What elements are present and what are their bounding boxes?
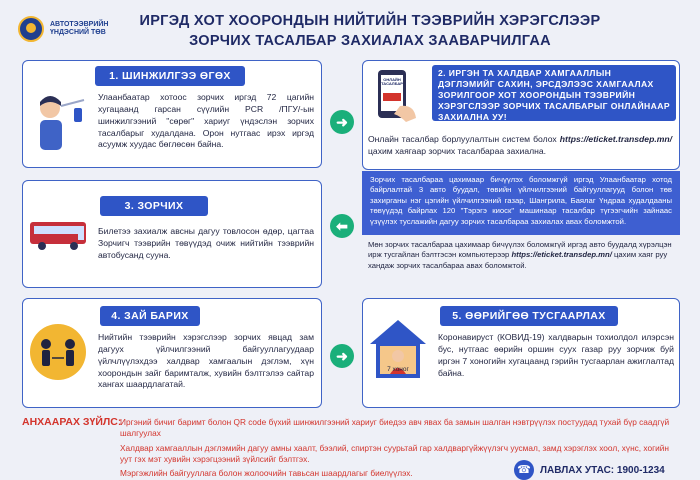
warning-item-1: Иргэний бичиг баримт болон QR code бүхий шинжилгээний хариуг биедээ авч явах ба замын шалган нэвтрүүлэх постуудад тухай бүр саадгүй шалгуулах <box>120 417 670 438</box>
step2-badge: 2. ИРГЭН ТА ХАЛДВАР ХАМГААЛЛЫН ДЭГЛЭМИЙГ САХИН, ЭРСДЭЛЭЭС ХАМГААЛАХ ЗОРИЛГООР ХОТ ХООРОНДЫН ТЭЭВРИЙН ХЭРЭГСЛЭЭР ЗОРЧИХ ТАСАЛБАРЫГ ОНЛАЙНААР ЗАХИАЛНА УУ! <box>432 65 676 121</box>
note-text-a: Мөн зорчих тасалбараа цахимаар бичүүлэх боломжгүй иргэд авто буудалд хүрэлцэн ирж тусгайлан бэлтгэсэн компьютерээр <box>368 240 672 260</box>
logo-line1: АВТОТЭЭВРИЙН <box>50 20 109 28</box>
warning-item-3: Мэргэжлийн байгууллага болон жолоочийн тавьсан шаардлагыг биелүүлэх. <box>120 468 413 478</box>
logo <box>18 16 130 42</box>
eticket-link[interactable]: https://eticket.transdep.mn/ <box>559 134 672 144</box>
step5-text: Коронавируст (КОВИД-19) халдварын тохиолдол илэрсэн бус, нутгаас өөрийн оршин суух газар руу зорчиж буй иргэн 7 хоногийн хугацаанд гэрийн тусгаарлан ажиглалтад байна. <box>438 332 674 378</box>
step3-text: Билетээ захиалж авсны дагуу товлосон өдөр, цагтаа Зорчигч тээврийн төвүүдэд очиж нийтийн тээврийн автобусанд сууна. <box>98 226 314 260</box>
warning-item-2: Халдвар хамгааллын дэглэмийн дагуу амны хаалт, бээлий, спиртэн суурьтай гар халдваргүйжүүлэгч уусмал, замд хэрэглэх хоол, хүнс, хогийн уут гэх мэт хувийн хэрэгцээний зүйлсийг бэлтгэх. <box>120 443 669 464</box>
eticket-link-2[interactable]: https://eticket.transdep.mn/ <box>511 250 612 260</box>
social-distance-icon <box>28 322 88 382</box>
step2-text-b: цахим хаягаар зорчих тасалбараа захиална. <box>368 145 547 156</box>
step3-badge: 3. ЗОРЧИХ <box>100 196 208 216</box>
step2-text <box>368 134 672 158</box>
logo-line2: ҮНДЭСНИЙ ТӨВ <box>50 29 106 36</box>
arrow-right-icon: ➜ <box>330 110 354 134</box>
arrow-right-icon-2: ➜ <box>330 344 354 368</box>
page-title <box>120 12 620 51</box>
bus-icon <box>28 218 88 252</box>
step4-badge: 4. ЗАЙ БАРИХ <box>100 306 200 326</box>
title-line1: ИРГЭД ХОТ ХООРОНДЫН НИЙТИЙН ТЭЭВРИЙН ХЭРЭГСЛЭЭР <box>139 13 601 29</box>
info-box: Зорчих тасалбараа цахимаар бичүүлэх боломжгүй иргэд Улаанбаатар хотод байрлалтай 3 авто буудал, төвийн үйлчилгээний байгууллагууд болон төв захирганы нэг цэгийн үйлчилгээний газар, Шангрила, Баялаг Үндраа худалдааны төвүүдэд байрлах 120 "Тэрэгэ киоск" машинаар тасалбар түгээгчийн зайнаас үзүүлэх туслажийн дагуу зорчих тасалбараа захиалах авах боломжтой. <box>362 171 680 235</box>
title-line2: ЗОРЧИХ ТАСАЛБАР ЗАХИАЛАХ ЗААВАРЧИЛГАА <box>189 32 551 49</box>
note-text-b: цахим хаяг руу хандаж зорчих тасалбараа авах боломжтой. <box>368 250 668 270</box>
phone-icon: ☎ <box>514 460 534 480</box>
hotline <box>514 460 665 480</box>
step2-text-a: Онлайн тасалбар борлуулалтын систем болох <box>368 134 557 144</box>
step1-text: Улаанбаатар хотоос зорчих иргэд 72 цагийн хугацаанд гарсан сүүлийн PCR /ПГУ/-ын шинжилгээний "сөрөг" хариуг үндэслэн зорчих тасалбарыг худалдана. Орон нутгаас ирэх иргэд асуумж хуудас бөглөсөн байна. <box>98 92 314 150</box>
step5-badge: 5. ӨӨРИЙГӨӨ ТУСГААРЛАХ <box>440 306 618 326</box>
computer-note <box>368 240 674 271</box>
step1-badge: 1. ШИНЖИЛГЭЭ ӨГӨХ <box>95 66 245 86</box>
hotline-text[interactable]: ЛАВЛАХ УТАС: 1900-1234 <box>540 464 665 476</box>
house-label: 7 хоног <box>387 366 409 373</box>
arrow-left-icon: ⬅ <box>330 214 354 238</box>
step4-text: Нийтийн тээврийн хэрэгслээр зорчих явцад зам дагуух үйлчилгээний байгууллагуудаар үйлчлүүлэхдээ халдвар хамгаалын дэглэм, хүн хоорондын зайг баримталж, хувийн бэлтгэлээ сайтар хангах шаардлагатай. <box>98 332 314 390</box>
phone-ticket-icon <box>370 66 420 126</box>
nasal-swab-icon <box>28 88 88 158</box>
phone-screen-label: ОНЛАЙН ТАСАЛБАР <box>381 77 403 87</box>
logo-emblem-icon <box>18 16 44 42</box>
warning-title: АНХААРАХ ЗҮЙЛС: <box>22 416 122 428</box>
